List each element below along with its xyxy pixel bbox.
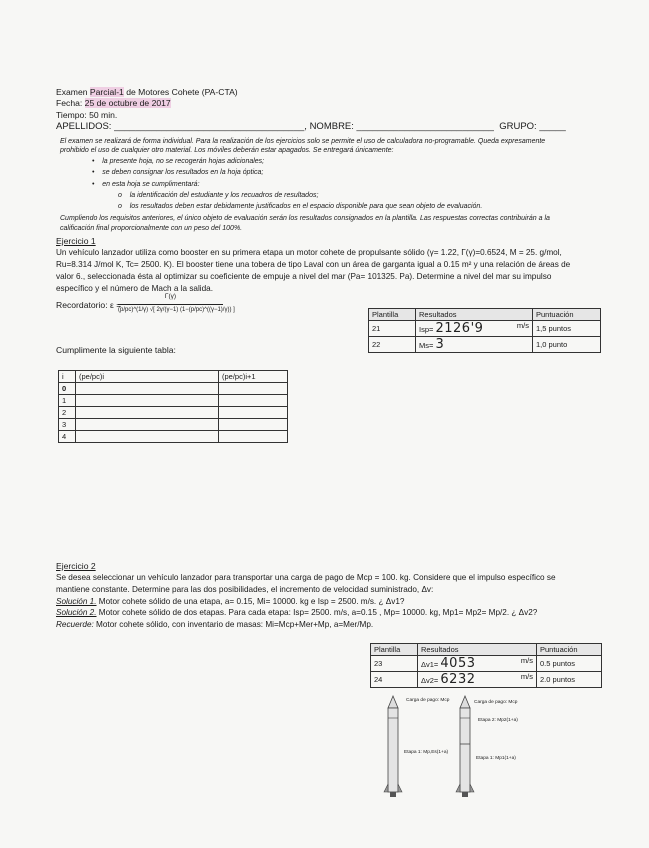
fig-right-stage1-label: Etapa 1: Mp1(1+a) (476, 756, 516, 761)
student-id-line (56, 121, 596, 132)
answer-cell[interactable]: Ms= 3 (416, 337, 533, 353)
fig-left-payload-label: Carga de pago: Mcp (406, 698, 450, 703)
exam-time: Tiempo: 50 min. (56, 110, 118, 120)
apellidos-field[interactable]: APELLIDOS: ____________________________________ (56, 121, 305, 132)
handwritten-answer: 3 (435, 337, 445, 352)
instructions-closing1: Cumpliendo los requisitos anteriores, el único objeto de evaluación serán los resultados consignados en la plantilla. Las respuestas correctas contribuirán a la (60, 215, 550, 222)
ej1-results-table (368, 308, 601, 353)
handwritten-answer: 4053 (440, 656, 476, 671)
exam-date: Fecha: 25 de octubre de 2017 (56, 98, 171, 108)
table-row: 24 Δv2= 6232 m/s 2.0 puntos (371, 672, 602, 688)
ej2-title: Ejercicio 2 (56, 561, 96, 571)
fig-left-stage-label: Etapa 1: Mp,Es(1+a) (404, 750, 449, 755)
instructions-closing2: calificación final proporcionalmente con un peso del 100%. (60, 225, 243, 232)
table-header-row (369, 309, 601, 321)
ej2-sol2: Solución 2. Motor cohete sólido de dos etapas. Para cada etapa: Isp= 2500. m/s, a=0.15 , Mp= 10000. kg, Mp1= Mp2= Mp/2. ¿ Δv2? (56, 608, 538, 617)
nombre-field[interactable]: , NOMBRE: __________________________ (304, 121, 494, 132)
handwritten-answer: 6232 (440, 672, 476, 687)
fig-right-stage2-label: Etapa 2: Mp2(1+a) (478, 718, 518, 723)
ej1-text-4: específico y el número de Mach a la salida. (56, 284, 214, 293)
table-row: 3 (59, 419, 288, 431)
bullet-2: • se deben consignar los resultados en la hoja óptica; (92, 169, 264, 176)
table-row: 23 Δv1= 4053 m/s 0.5 puntos (371, 656, 602, 672)
answer-cell[interactable]: Δv2= 6232 m/s (418, 672, 537, 688)
ej1-text-2: Ru=8.314 J/mol K, Tc= 2500. K). El booster tiene una tobera de tipo Laval con un área de garganta igual a 0.15 m² y una relación de áreas de (56, 260, 571, 269)
table-row: 2 (59, 407, 288, 419)
ej1-text-3: valor 6., seleccionada ésta al optimizar su coeficiente de empuje a nivel del mar (Pa= 101325. Pa). Determine a nivel del mar su impulso (56, 272, 552, 281)
formula-label: Recordatorio: ε = (56, 300, 122, 310)
iteration-table (58, 370, 288, 443)
formula-denominator: (p/pc)^(1/γ) √[ 2γ/(γ−1) (1−(p/pc)^((γ−1)/γ)) ] (118, 307, 235, 313)
bullet-1: • la presente hoja, no se recogerán hojas adicionales; (92, 158, 265, 165)
table-row: 0 (59, 383, 288, 395)
grupo-field[interactable]: GRUPO: _____ (499, 121, 566, 132)
exam-title: Examen Parcial-1 de Motores Cohete (PA-CTA) (56, 87, 238, 97)
answer-cell[interactable]: Δv1= 4053 m/s (418, 656, 537, 672)
ej2-results-table (370, 643, 602, 688)
rocket-single-stage-icon (384, 696, 402, 797)
rocket-figure (372, 694, 552, 804)
subbullet-2: o los resultados deben estar debidamente justificados en el espacio disponible para que sean objeto de evaluación. (118, 203, 483, 210)
table-row: 21 Isp= 2126'9 m/s 1,5 puntos (369, 321, 601, 337)
ej2-text-2: mantiene constante. Determine para las dos posibilidades, el incremento de velocidad suministrado, Δv: (56, 585, 434, 594)
subbullet-1: o la identificación del estudiante y los recuadros de resultados; (118, 192, 319, 199)
rocket-two-stage-icon (456, 696, 474, 797)
table-row: 22 Ms= 3 1,0 punto (369, 337, 601, 353)
col-puntuacion: Puntuación (533, 309, 601, 321)
fig-right-payload-label: Carga de pago: Mcp (474, 700, 518, 705)
formula-fraction-bar (118, 304, 223, 305)
table-header-row: Plantilla Resultados Puntuación (371, 644, 602, 656)
ej2-text-1: Se desea seleccionar un vehículo lanzador para transportar una carga de pago de Mcp = 100. kg. Considere que el impulso específico se (56, 573, 556, 582)
table-row: 4 (59, 431, 288, 443)
handwritten-answer: 2126'9 (435, 321, 484, 336)
answer-cell[interactable]: Isp= 2126'9 m/s (416, 321, 533, 337)
ej2-sol1: Solución 1. Motor cohete sólido de una etapa, a= 0.15, Mi= 10000. kg e Isp = 2500. m/s. ¿ Δv1? (56, 597, 405, 606)
ej2-recuerde: Recuerde: Motor cohete sólido, con inventario de masas: Mi=Mcp+Mer+Mp, a=Mer/Mp. (56, 620, 374, 629)
col-plantilla: Plantilla (369, 309, 416, 321)
table-row: 1 (59, 395, 288, 407)
formula-numerator: Γ(γ) (164, 293, 177, 300)
col-resultados: Resultados (416, 309, 533, 321)
ej1-title: Ejercicio 1 (56, 236, 96, 246)
table-header-row: i (pe/pc)i (pe/pc)i+1 (59, 371, 288, 383)
instructions-line1: El examen se realizará de forma individual. Para la realización de los ejercicios solo se permite el uso de calculadora no-programable. Queda expresamente (60, 138, 546, 145)
iter-table-caption: Cumplimente la siguiente tabla: (56, 345, 176, 355)
ej1-text-1: Un vehículo lanzador utiliza como booster en su primera etapa un motor cohete de propulsante sólido (γ= 1.22, Γ(γ)=0.6524, M = 25. g/mol, (56, 248, 562, 257)
instructions-line2: prohibido el uso de cualquier otro material. Los móviles deberán estar apagados. Se entregará únicamente: (60, 147, 394, 154)
bullet-3: • en esta hoja se cumplimentará: (92, 181, 200, 188)
